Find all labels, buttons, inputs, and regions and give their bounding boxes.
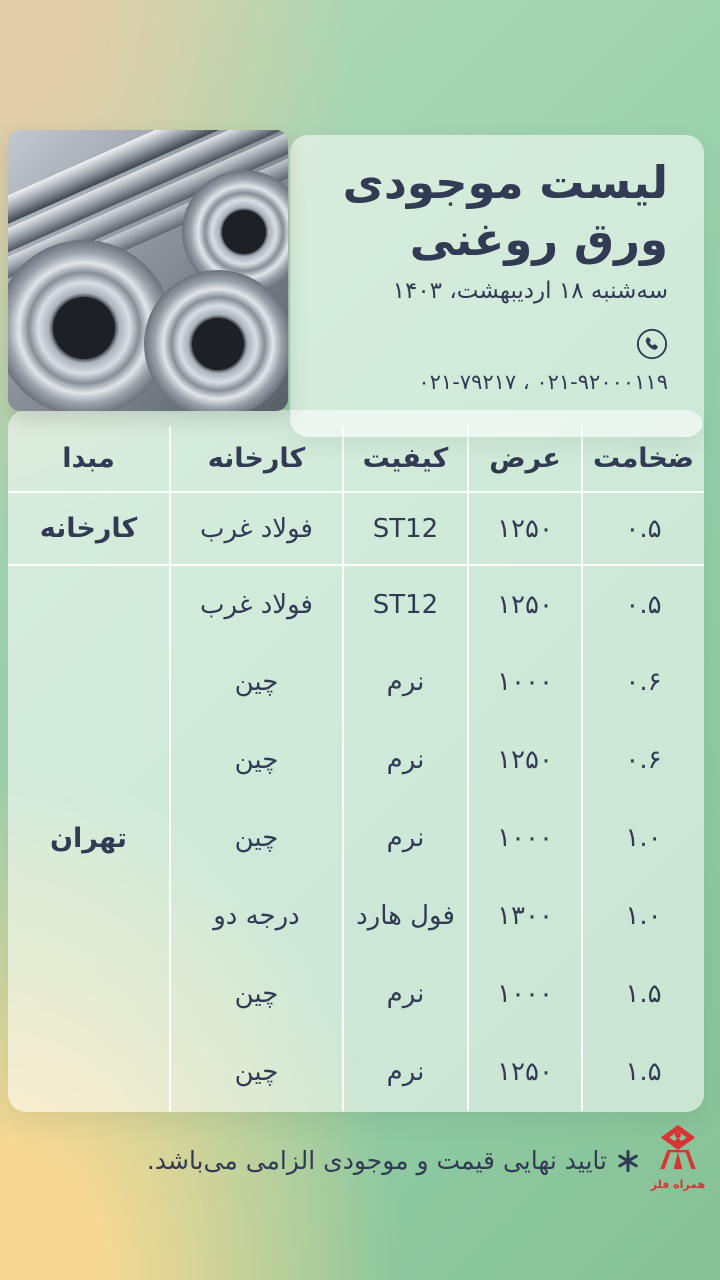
steel-coils-photo: [8, 130, 288, 411]
page-title-line1: لیست موجودی: [342, 156, 668, 209]
thickness-cell: ۰.۵: [582, 565, 704, 643]
quality-cell: فول هارد: [343, 877, 468, 955]
phone-number-primary: ۰۲۱-۹۲۰۰۰۱۱۹: [536, 370, 668, 395]
footer-note: تایید نهایی قیمت و موجودی الزامی می‌باشد.: [146, 1146, 607, 1175]
factory-cell: چین: [170, 955, 343, 1033]
width-cell: ۱۳۰۰: [468, 877, 582, 955]
brand-logo-icon: [656, 1124, 700, 1172]
width-cell: ۱۲۵۰: [468, 1033, 582, 1111]
quality-cell: نرم: [343, 721, 468, 799]
phone-block: [308, 328, 668, 394]
width-cell: ۱۰۰۰: [468, 643, 582, 721]
thickness-cell: ۰.۶: [582, 643, 704, 721]
phone-separator: ،: [522, 370, 530, 395]
quality-cell: نرم: [343, 643, 468, 721]
quality-cell: ST12: [343, 565, 468, 643]
phone-numbers: [308, 370, 668, 394]
width-cell: ۱۲۵۰: [468, 492, 582, 565]
thickness-cell: ۱.۰: [582, 877, 704, 955]
thickness-cell: ۰.۵: [582, 492, 704, 565]
thickness-cell: ۰.۶: [582, 721, 704, 799]
thickness-cell: ۱.۵: [582, 955, 704, 1033]
column-header-factory: کارخانه: [170, 426, 343, 492]
footer-note-row: [147, 1146, 640, 1175]
factory-cell: درجه دو: [170, 877, 343, 955]
quality-cell: نرم: [343, 799, 468, 877]
width-cell: ۱۲۵۰: [468, 721, 582, 799]
inventory-table: [8, 426, 704, 1111]
origin-cell-tehran-group: تهران: [49, 823, 128, 854]
factory-cell: چین: [170, 721, 343, 799]
table-row: [8, 565, 704, 643]
inventory-table-card: [8, 410, 704, 1112]
date-text: سه‌شنبه ۱۸ اردیبهشت، ۱۴۰۳: [392, 278, 668, 305]
column-header-origin: مبدا: [8, 426, 170, 492]
factory-cell: فولاد غرب: [170, 565, 343, 643]
width-cell: ۱۰۰۰: [468, 955, 582, 1033]
quality-cell: نرم: [343, 1033, 468, 1111]
column-header-quality: کیفیت: [343, 426, 468, 492]
quality-cell: نرم: [343, 955, 468, 1033]
width-cell: ۱۲۵۰: [468, 565, 582, 643]
factory-cell: چین: [170, 643, 343, 721]
table-row: [8, 492, 704, 565]
origin-cell-factory-group: کارخانه: [8, 492, 170, 565]
quality-cell: ST12: [343, 492, 468, 565]
footer: [0, 1124, 720, 1191]
page-title-line2: ورق روغنی: [409, 212, 668, 266]
phone-number-secondary: ۰۲۱-۷۹۲۱۷: [418, 370, 517, 395]
thickness-cell: ۱.۵: [582, 1033, 704, 1111]
brand-logo: [650, 1124, 706, 1191]
column-header-width: عرض: [468, 426, 582, 492]
asterisk-icon: [616, 1149, 640, 1173]
factory-cell: چین: [170, 1033, 343, 1111]
column-header-thickness: ضخامت: [582, 426, 704, 492]
header-card: [290, 135, 704, 437]
brand-logo-text: همراه فلز: [650, 1178, 706, 1191]
thickness-cell: ۱.۰: [582, 799, 704, 877]
factory-cell: چین: [170, 799, 343, 877]
width-cell: ۱۰۰۰: [468, 799, 582, 877]
factory-cell: فولاد غرب: [170, 492, 343, 565]
steel-coils-illustration: [8, 130, 288, 411]
phone-icon: [636, 328, 668, 360]
